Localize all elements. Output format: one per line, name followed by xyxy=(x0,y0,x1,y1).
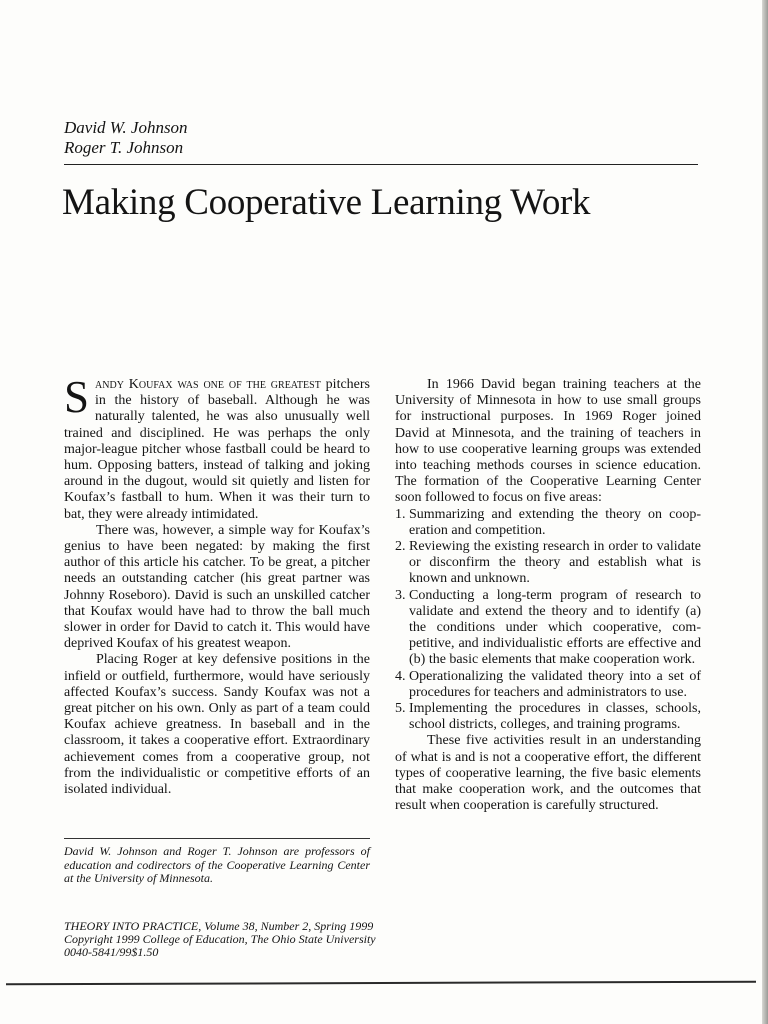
article-title: Making Cooperative Learning Work xyxy=(62,182,591,223)
list-item xyxy=(395,701,701,733)
copyright-line: Copyright 1999 College of Education, The Ohio State University xyxy=(64,932,376,947)
author-list xyxy=(64,118,188,158)
left-column xyxy=(64,372,370,798)
list-number: 3. xyxy=(395,587,406,603)
journal-citation: THEORY INTO PRACTICE, Volume 38, Number 2, Spring 1999 xyxy=(64,919,374,933)
list-item-text: Reviewing the existing research in order to validate or disconfirm the theory and establish what is known and unknown. xyxy=(409,539,701,587)
list-item-text: Implementing the procedures in classes, schools, school districts, colleges, and training programs. xyxy=(409,701,701,733)
drop-cap: S xyxy=(64,372,90,422)
paragraph: These five activities result in an understanding of what is and is not a cooperative effort, the different types of cooperative learning, the five basic elements that make cooperation work, and the outcomes that result when cooperation is carefully structured. xyxy=(395,733,701,814)
list-item xyxy=(395,539,701,588)
list-item-text: Summarizing and extending the theory on cooperation and competition. xyxy=(409,506,701,538)
bio-rule xyxy=(64,838,370,839)
list-item xyxy=(395,507,701,539)
author-name: Roger T. Johnson xyxy=(64,138,184,157)
page-edge-shadow xyxy=(762,0,768,1024)
list-item-text: Operationalizing the validated theory into a set of procedures for teachers and administrators to use. xyxy=(409,668,701,700)
citation-footer xyxy=(64,920,484,960)
list-number: 5. xyxy=(395,701,406,717)
header-rule xyxy=(64,164,698,165)
list-number: 2. xyxy=(395,539,406,555)
author-name: David W. Johnson xyxy=(64,118,188,137)
focus-areas-list xyxy=(395,507,701,734)
list-item xyxy=(395,669,701,701)
paragraph: There was, however, a simple way for Koufax’s genius to have been negated: by making the first author of this article his catcher. To be great, a pitcher needs an outstanding catcher (his great partner was Johnny Roseboro). David is such an unskilled catcher that Koufax would have had to throw the ball much slower in order for David to catch it. This would have deprived Koufax of his greatest weapon. xyxy=(64,522,370,652)
paragraph-opening xyxy=(64,372,370,523)
list-item-text: Conducting a long-term program of research to validate and extend the theory and to identify (a) the conditions under which cooperative, competitive, and individualistic efforts are effective and (b) the basic elements that make cooperation work. xyxy=(409,587,701,668)
right-column xyxy=(395,377,701,814)
page-bottom-edge xyxy=(6,981,756,986)
lead-smallcaps: andy Koufax was one of the greatest xyxy=(95,377,321,392)
paragraph-text: pitchers in the history of baseball. Although he was naturally talented, he was also unusually well trained and disciplined. He was perhaps the only major-league pitcher whose fastball could be heard to hum. Opposing batters, instead of talking and joking around in the dugout, would sit quietly and listen for Koufax’s fastball to hum. When it was their turn to bat, they were already intimidated. xyxy=(64,377,370,522)
issn-line: 0040-5841/99$1.50 xyxy=(64,945,159,960)
paragraph: In 1966 David began training teachers at the University of Minnesota in how to use small groups for instructional purposes. In 1969 Roger joined David at Minnesota, and the training of teachers in how to use cooperative learning groups was extended into teaching methods courses in science education. The formation of the Cooperative Learning Center soon followed to focus on five areas: xyxy=(395,377,701,506)
list-item xyxy=(395,588,701,669)
list-number: 1. xyxy=(395,506,406,522)
author-bio: David W. Johnson and Roger T. Johnson are professors of education and codirectors of the Cooperative Learning Center at the University of Minnesota. xyxy=(64,844,370,886)
list-number: 4. xyxy=(395,668,406,684)
paragraph: Placing Roger at key defensive positions in the infield or outfield, furthermore, would have seriously affected Koufax’s success. Sandy Koufax was not a great pitcher on his own. Only as part of a team could Koufax achieve greatness. In baseball and in the classroom, it takes a cooperative effort. Extraordinary achievement comes from a cooperative group, not from the individualistic or competitive efforts of an isolated individual. xyxy=(64,652,370,798)
